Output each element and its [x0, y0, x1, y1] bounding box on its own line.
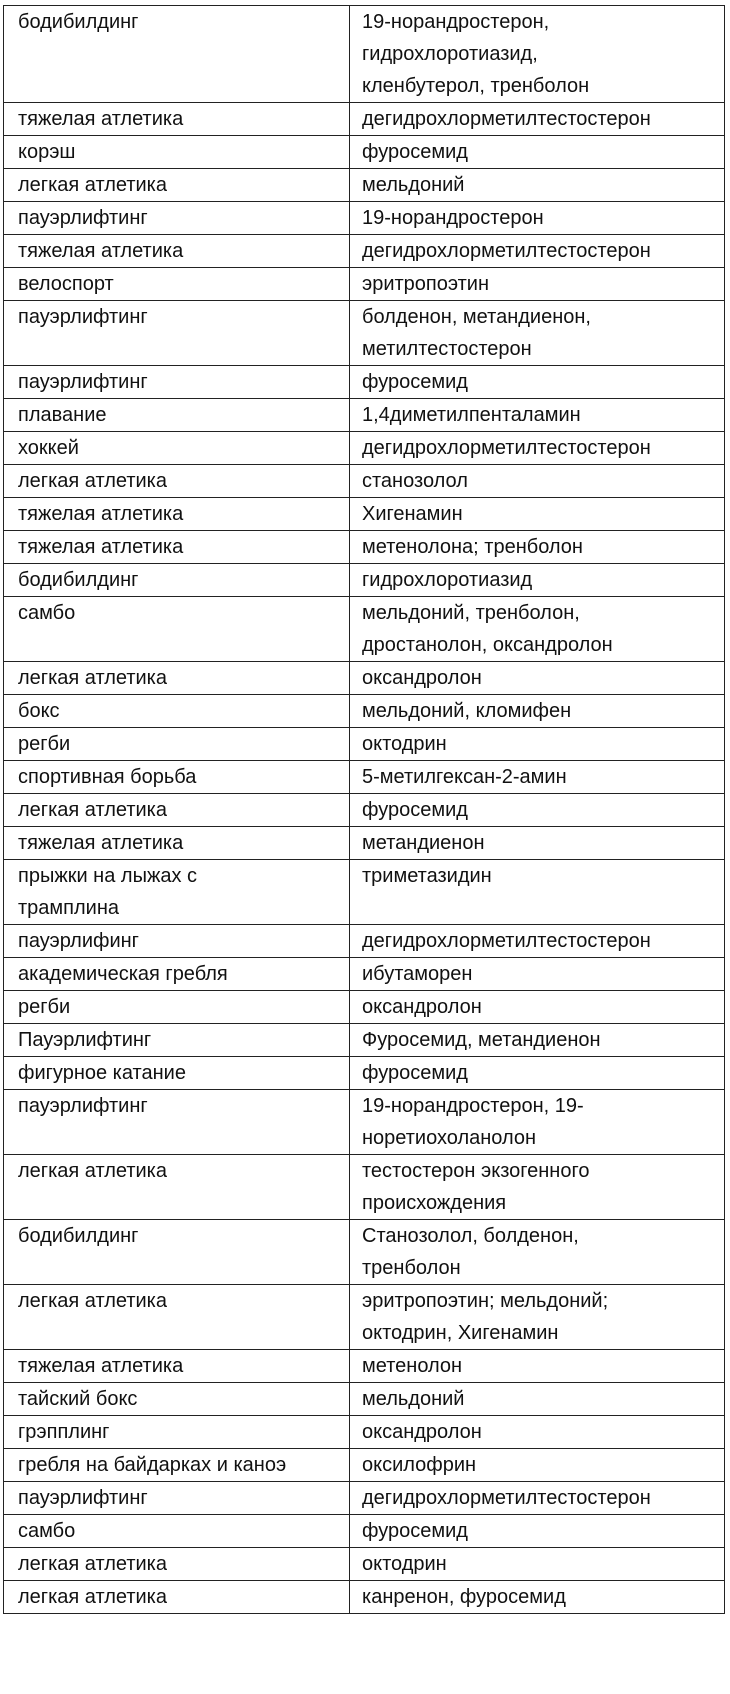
- sport-cell: прыжки на лыжах с трамплина: [4, 860, 350, 925]
- table-row: [4, 991, 725, 1024]
- sport-cell: пауэрлифтинг: [4, 1482, 350, 1515]
- sport-cell: грэпплинг: [4, 1416, 350, 1449]
- sport-cell: легкая атлетика: [4, 794, 350, 827]
- sport-cell: бодибилдинг: [4, 564, 350, 597]
- table-row: [4, 1482, 725, 1515]
- substance-cell: фуросемид: [350, 136, 725, 169]
- substance-cell: дегидрохлорметилтестостерон: [350, 103, 725, 136]
- table-row: [4, 366, 725, 399]
- substance-cell: оксандролон: [350, 991, 725, 1024]
- substance-cell: мельдоний: [350, 1383, 725, 1416]
- substance-cell: фуросемид: [350, 794, 725, 827]
- substance-cell: Фуросемид, метандиенон: [350, 1024, 725, 1057]
- sport-cell: регби: [4, 991, 350, 1024]
- substance-cell: станозолол: [350, 465, 725, 498]
- table-row: [4, 268, 725, 301]
- substance-cell: эритропоэтин; мельдоний; октодрин, Хигенамин: [350, 1285, 725, 1350]
- table-row: [4, 1350, 725, 1383]
- table-row: [4, 794, 725, 827]
- sport-cell: тяжелая атлетика: [4, 531, 350, 564]
- sport-cell: легкая атлетика: [4, 169, 350, 202]
- table-row: [4, 465, 725, 498]
- table-row: [4, 1416, 725, 1449]
- sport-cell: тяжелая атлетика: [4, 235, 350, 268]
- substance-cell: 19-норандростерон, 19- норетиохоланолон: [350, 1090, 725, 1155]
- table-row: [4, 1024, 725, 1057]
- sport-cell: тайский бокс: [4, 1383, 350, 1416]
- substance-cell: фуросемид: [350, 366, 725, 399]
- substance-cell: эритропоэтин: [350, 268, 725, 301]
- substance-cell: 19-норандростерон, гидрохлоротиазид, кленбутерол, тренболон: [350, 6, 725, 103]
- doping-cases-table: [3, 5, 725, 1614]
- substance-cell: оксандролон: [350, 1416, 725, 1449]
- table-row: [4, 1155, 725, 1220]
- table-row: [4, 958, 725, 991]
- table-row: [4, 432, 725, 465]
- table-row: [4, 564, 725, 597]
- sport-cell: пауэрлифтинг: [4, 1090, 350, 1155]
- substance-cell: мельдоний, тренболон, дростанолон, оксандролон: [350, 597, 725, 662]
- sport-cell: легкая атлетика: [4, 465, 350, 498]
- substance-cell: 1,4диметилпенталамин: [350, 399, 725, 432]
- substance-cell: дегидрохлорметилтестостерон: [350, 235, 725, 268]
- substance-cell: триметазидин: [350, 860, 725, 925]
- table-row: [4, 399, 725, 432]
- table-row: [4, 597, 725, 662]
- substance-cell: мельдоний, кломифен: [350, 695, 725, 728]
- table-row: [4, 1057, 725, 1090]
- table-row: [4, 1220, 725, 1285]
- substance-cell: октодрин: [350, 728, 725, 761]
- table-row: [4, 1285, 725, 1350]
- sport-cell: легкая атлетика: [4, 662, 350, 695]
- table-row: [4, 169, 725, 202]
- table-body: [4, 6, 725, 1614]
- sport-cell: спортивная борьба: [4, 761, 350, 794]
- sport-cell: бодибилдинг: [4, 1220, 350, 1285]
- sport-cell: пауэрлифинг: [4, 925, 350, 958]
- sport-cell: тяжелая атлетика: [4, 827, 350, 860]
- substance-cell: канренон, фуросемид: [350, 1581, 725, 1614]
- table-row: [4, 202, 725, 235]
- substance-cell: Станозолол, болденон, тренболон: [350, 1220, 725, 1285]
- sport-cell: самбо: [4, 597, 350, 662]
- sport-cell: велоспорт: [4, 268, 350, 301]
- table-row: [4, 827, 725, 860]
- substance-cell: 19-норандростерон: [350, 202, 725, 235]
- substance-cell: метенолона; тренболон: [350, 531, 725, 564]
- sport-cell: легкая атлетика: [4, 1581, 350, 1614]
- sport-cell: легкая атлетика: [4, 1285, 350, 1350]
- substance-cell: 5-метилгексан-2-амин: [350, 761, 725, 794]
- substance-cell: ибутаморен: [350, 958, 725, 991]
- substance-cell: Хигенамин: [350, 498, 725, 531]
- substance-cell: дегидрохлорметилтестостерон: [350, 432, 725, 465]
- table-row: [4, 1383, 725, 1416]
- sport-cell: бодибилдинг: [4, 6, 350, 103]
- table-row: [4, 103, 725, 136]
- table-row: [4, 6, 725, 103]
- sport-cell: регби: [4, 728, 350, 761]
- substance-cell: оксандролон: [350, 662, 725, 695]
- sport-cell: бокс: [4, 695, 350, 728]
- sport-cell: академическая гребля: [4, 958, 350, 991]
- table-row: [4, 531, 725, 564]
- sport-cell: тяжелая атлетика: [4, 103, 350, 136]
- sport-cell: тяжелая атлетика: [4, 1350, 350, 1383]
- table-row: [4, 662, 725, 695]
- table-row: [4, 1090, 725, 1155]
- substance-cell: мельдоний: [350, 169, 725, 202]
- table-row: [4, 860, 725, 925]
- table-row: [4, 761, 725, 794]
- substance-cell: дегидрохлорметилтестостерон: [350, 1482, 725, 1515]
- sport-cell: пауэрлифтинг: [4, 202, 350, 235]
- table-row: [4, 235, 725, 268]
- substance-cell: гидрохлоротиазид: [350, 564, 725, 597]
- substance-cell: метенолон: [350, 1350, 725, 1383]
- substance-cell: фуросемид: [350, 1515, 725, 1548]
- substance-cell: фуросемид: [350, 1057, 725, 1090]
- table-row: [4, 695, 725, 728]
- substance-cell: октодрин: [350, 1548, 725, 1581]
- table-row: [4, 1548, 725, 1581]
- sport-cell: тяжелая атлетика: [4, 498, 350, 531]
- substance-cell: болденон, метандиенон, метилтестостерон: [350, 301, 725, 366]
- substance-cell: дегидрохлорметилтестостерон: [350, 925, 725, 958]
- table-row: [4, 1515, 725, 1548]
- substance-cell: тестостерон экзогенного происхождения: [350, 1155, 725, 1220]
- substance-cell: оксилофрин: [350, 1449, 725, 1482]
- sport-cell: фигурное катание: [4, 1057, 350, 1090]
- substance-cell: метандиенон: [350, 827, 725, 860]
- sport-cell: легкая атлетика: [4, 1548, 350, 1581]
- sport-cell: плавание: [4, 399, 350, 432]
- table-row: [4, 136, 725, 169]
- table-row: [4, 498, 725, 531]
- sport-cell: корэш: [4, 136, 350, 169]
- sport-cell: пауэрлифтинг: [4, 366, 350, 399]
- sport-cell: легкая атлетика: [4, 1155, 350, 1220]
- sport-cell: Пауэрлифтинг: [4, 1024, 350, 1057]
- sport-cell: самбо: [4, 1515, 350, 1548]
- sport-cell: гребля на байдарках и каноэ: [4, 1449, 350, 1482]
- sport-cell: пауэрлифтинг: [4, 301, 350, 366]
- table-row: [4, 301, 725, 366]
- table-row: [4, 728, 725, 761]
- sport-cell: хоккей: [4, 432, 350, 465]
- table-row: [4, 925, 725, 958]
- table-row: [4, 1581, 725, 1614]
- table-row: [4, 1449, 725, 1482]
